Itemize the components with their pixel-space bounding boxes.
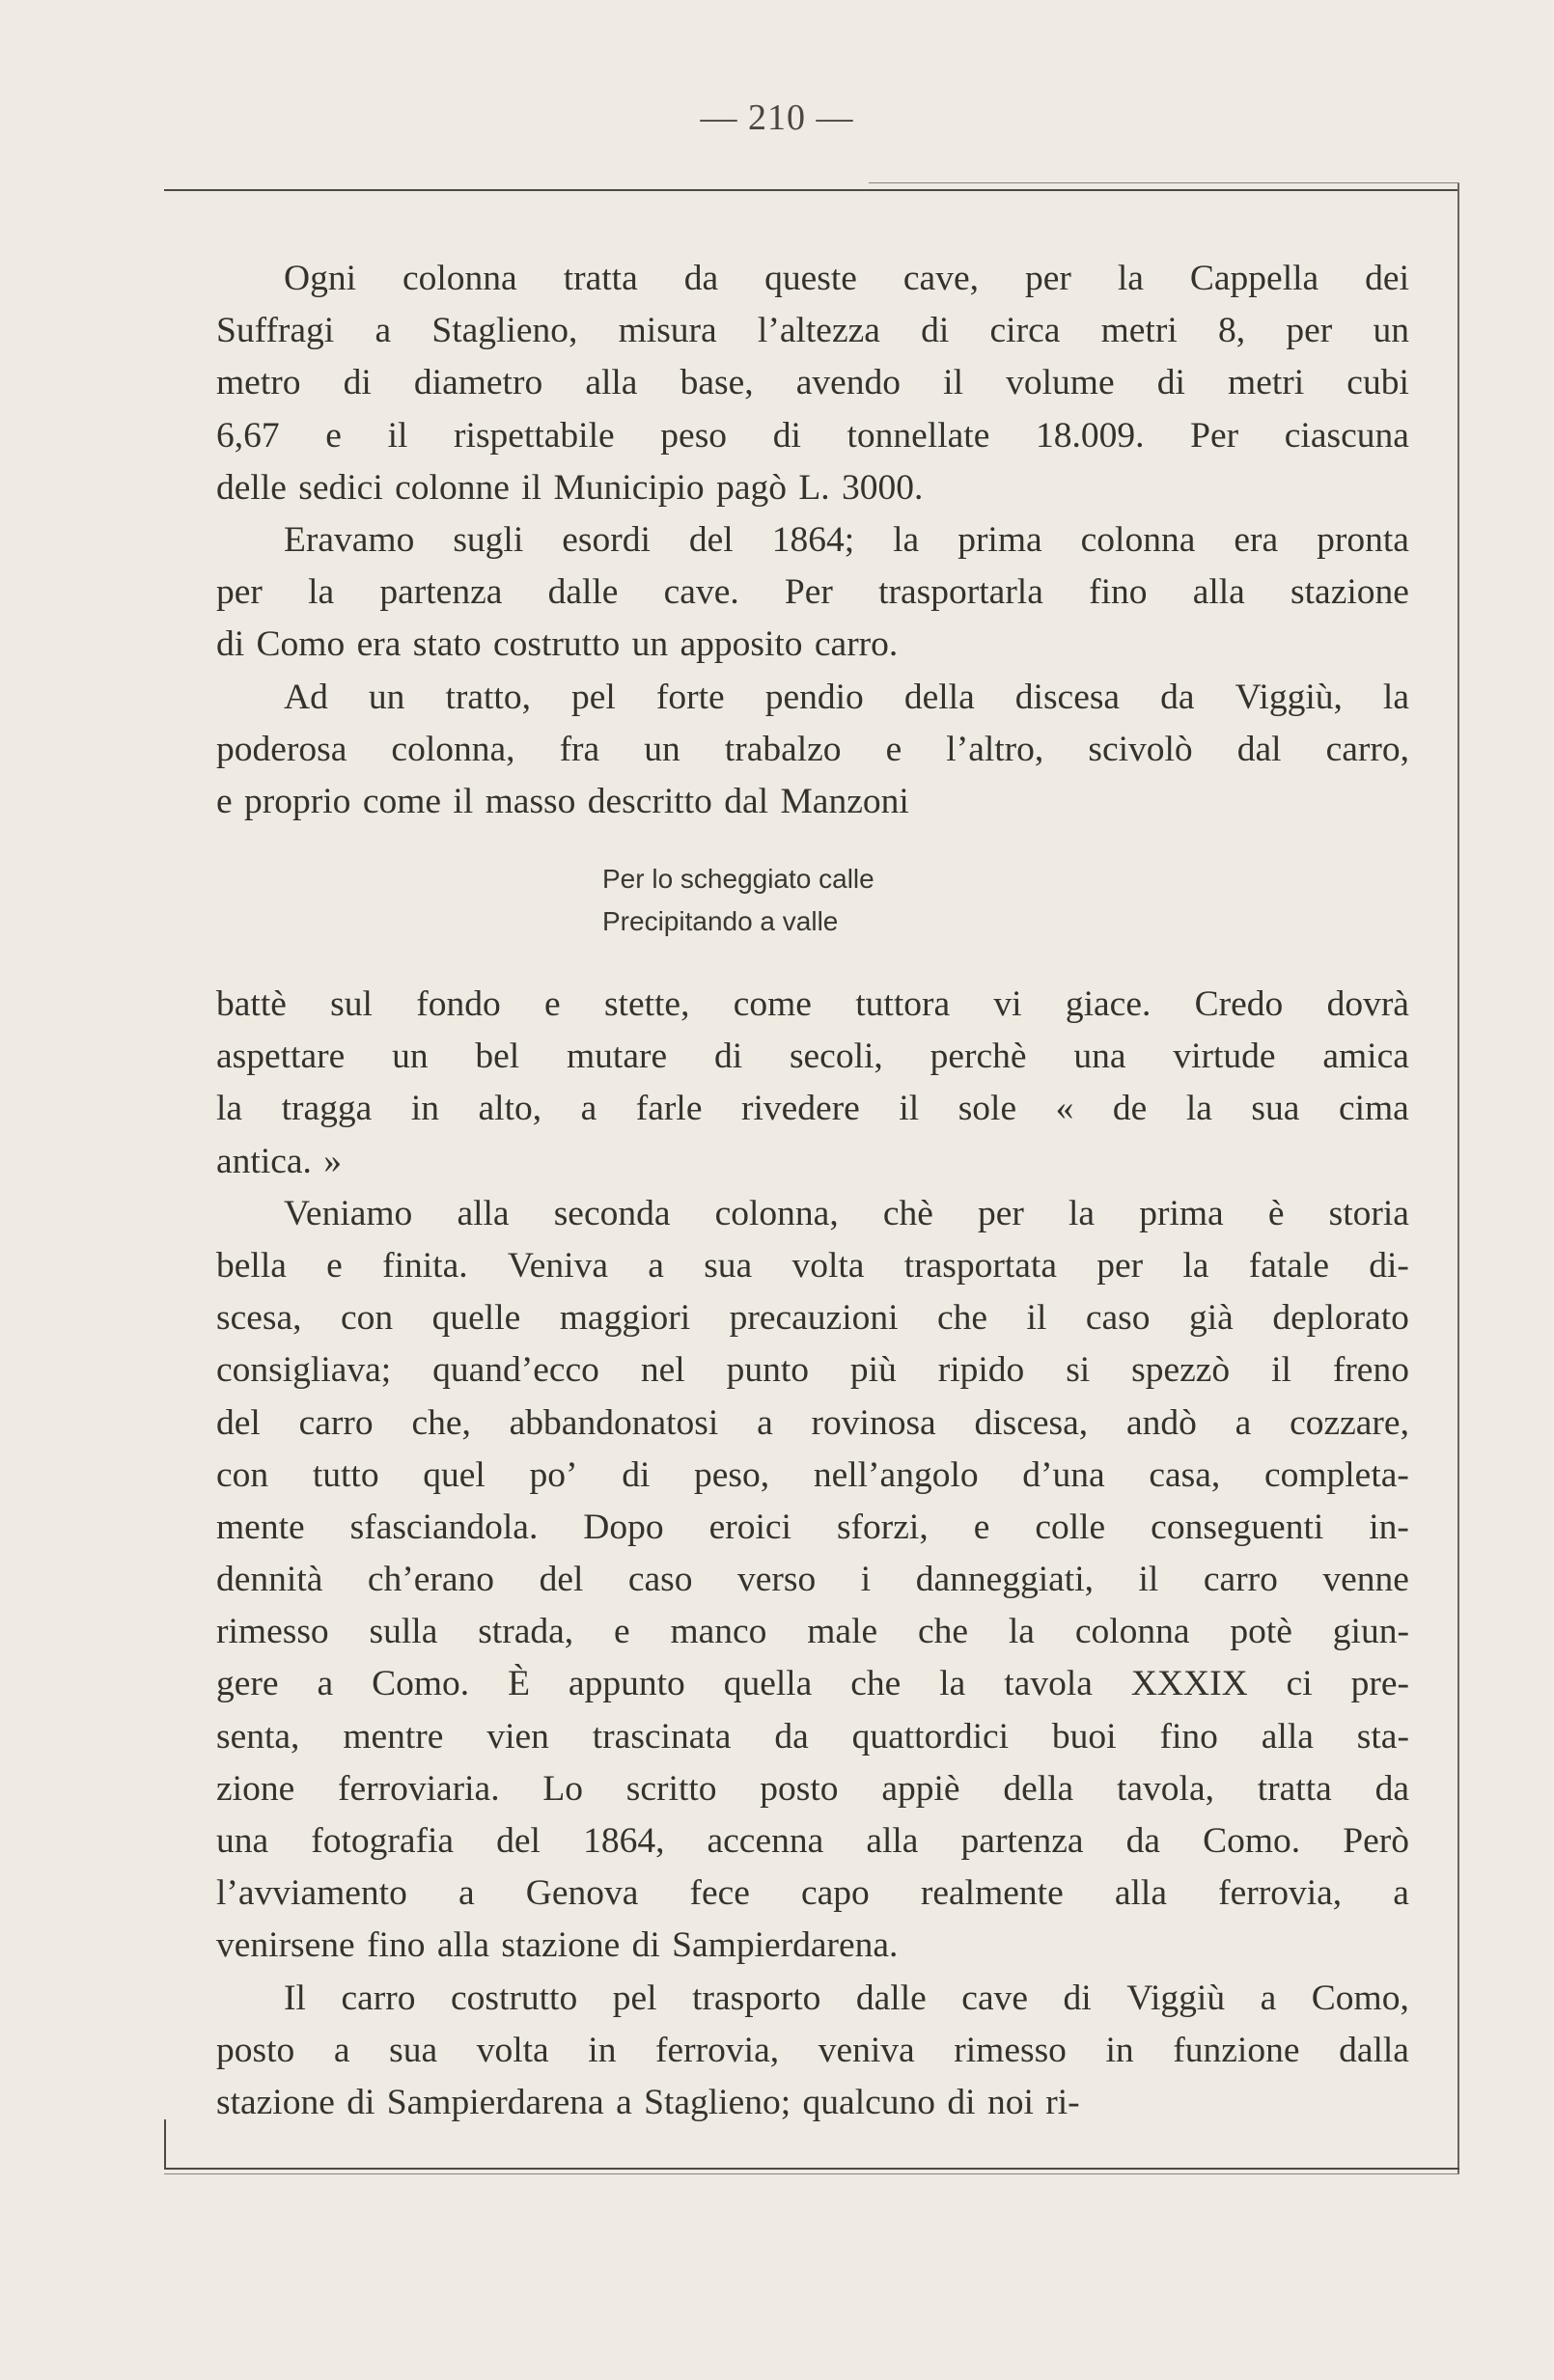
text-line: per la partenza dalle cave. Per trasportarla fino alla stazione <box>216 572 1409 613</box>
text-line: la tragga in alto, a farle rivedere il sole « de la sua cima <box>216 1089 1409 1129</box>
verse-line: Precipitando a valle <box>602 906 839 936</box>
text-line: antica. » <box>216 1141 343 1181</box>
text-line: zione ferroviaria. Lo scritto posto appiè della tavola, tratta da <box>216 1768 1409 1809</box>
text-line: Suffragi a Staglieno, misura l’altezza di circa metri 8, per un <box>216 311 1409 351</box>
text-line: delle sedici colonne il Municipio pagò L. 3000. <box>216 467 924 508</box>
verse-line: Per lo scheggiato calle <box>602 864 874 894</box>
body-text-bottom <box>216 979 1409 2129</box>
text-line: Ogni colonna tratta da queste cave, per la Cappella dei <box>284 259 1409 298</box>
top-rule-faint <box>869 182 1459 183</box>
text-line: consigliava; quand’ecco nel punto più ripido si spezzò il freno <box>216 1350 1409 1391</box>
text-line: del carro che, abbandonatosi a rovinosa discesa, andò a cozzare, <box>216 1402 1409 1443</box>
text-line: una fotografia del 1864, accenna alla partenza da Como. Però <box>216 1821 1409 1861</box>
text-line: stazione di Sampierdarena a Staglieno; qualcuno di noi ri- <box>216 2082 1080 2122</box>
text-line: Eravamo sugli esordi del 1864; la prima colonna era pronta <box>284 519 1409 560</box>
paragraph <box>216 672 1409 829</box>
text-line: Ad un tratto, pel forte pendio della discesa da Viggiù, la <box>284 677 1409 717</box>
bottom-rule <box>164 2168 1459 2170</box>
text-line: mente sfasciandola. Dopo eroici sforzi, e colle conseguenti in- <box>216 1507 1409 1547</box>
text-line: l’avviamento a Genova fece capo realmente alla ferrovia, a <box>216 1873 1409 1914</box>
text-line: poderosa colonna, fra un trabalzo e l’altro, scivolò dal carro, <box>216 729 1409 769</box>
left-rule <box>164 2119 166 2170</box>
text-line: bella e finita. Veniva a sua volta trasportata per la fatale di- <box>216 1245 1409 1286</box>
text-line: venirsene fino alla stazione di Sampierdarena. <box>216 1925 899 1966</box>
paragraph <box>216 1188 1409 1973</box>
paragraph <box>216 979 1409 1188</box>
text-line: 6,67 e il rispettabile peso di tonnellate 18.009. Per ciascuna <box>216 415 1409 456</box>
text-line: rimesso sulla strada, e manco male che la colonna potè giun- <box>216 1612 1409 1652</box>
text-line: battè sul fondo e stette, come tuttora vi giace. Credo dovrà <box>216 984 1409 1024</box>
page-number: — 210 — <box>700 97 854 138</box>
text-line: metro di diametro alla base, avendo il volume di metri cubi <box>216 363 1409 403</box>
paragraph <box>216 514 1409 672</box>
verse-quote <box>602 858 874 943</box>
text-line: aspettare un bel mutare di secoli, perchè una virtude amica <box>216 1037 1409 1077</box>
right-rule <box>1457 183 1459 2173</box>
body-text-top <box>216 253 1409 828</box>
text-line: Veniamo alla seconda colonna, chè per la prima è storia <box>284 1193 1409 1233</box>
text-line: dennità ch’erano del caso verso i danneggiati, il carro venne <box>216 1560 1409 1600</box>
text-line: senta, mentre vien trascinata da quattordici buoi fino alla sta- <box>216 1716 1409 1757</box>
bottom-rule-faint <box>164 2173 1459 2174</box>
paragraph <box>216 253 1409 514</box>
text-line: Il carro costrutto pel trasporto dalle cave di Viggiù a Como, <box>284 1978 1409 2018</box>
text-line: e proprio come il masso descritto dal Manzoni <box>216 781 909 821</box>
paragraph <box>216 1973 1409 2130</box>
top-rule <box>164 189 1459 191</box>
text-line: di Como era stato costrutto un apposito carro. <box>216 624 899 665</box>
text-line: gere a Como. È appunto quella che la tavola XXXIX ci pre- <box>216 1664 1409 1704</box>
text-line: con tutto quel po’ di peso, nell’angolo d’una casa, completa- <box>216 1454 1409 1495</box>
text-line: posto a sua volta in ferrovia, veniva rimesso in funzione dalla <box>216 2030 1409 2070</box>
text-line: scesa, con quelle maggiori precauzioni che il caso già deplorato <box>216 1298 1409 1339</box>
